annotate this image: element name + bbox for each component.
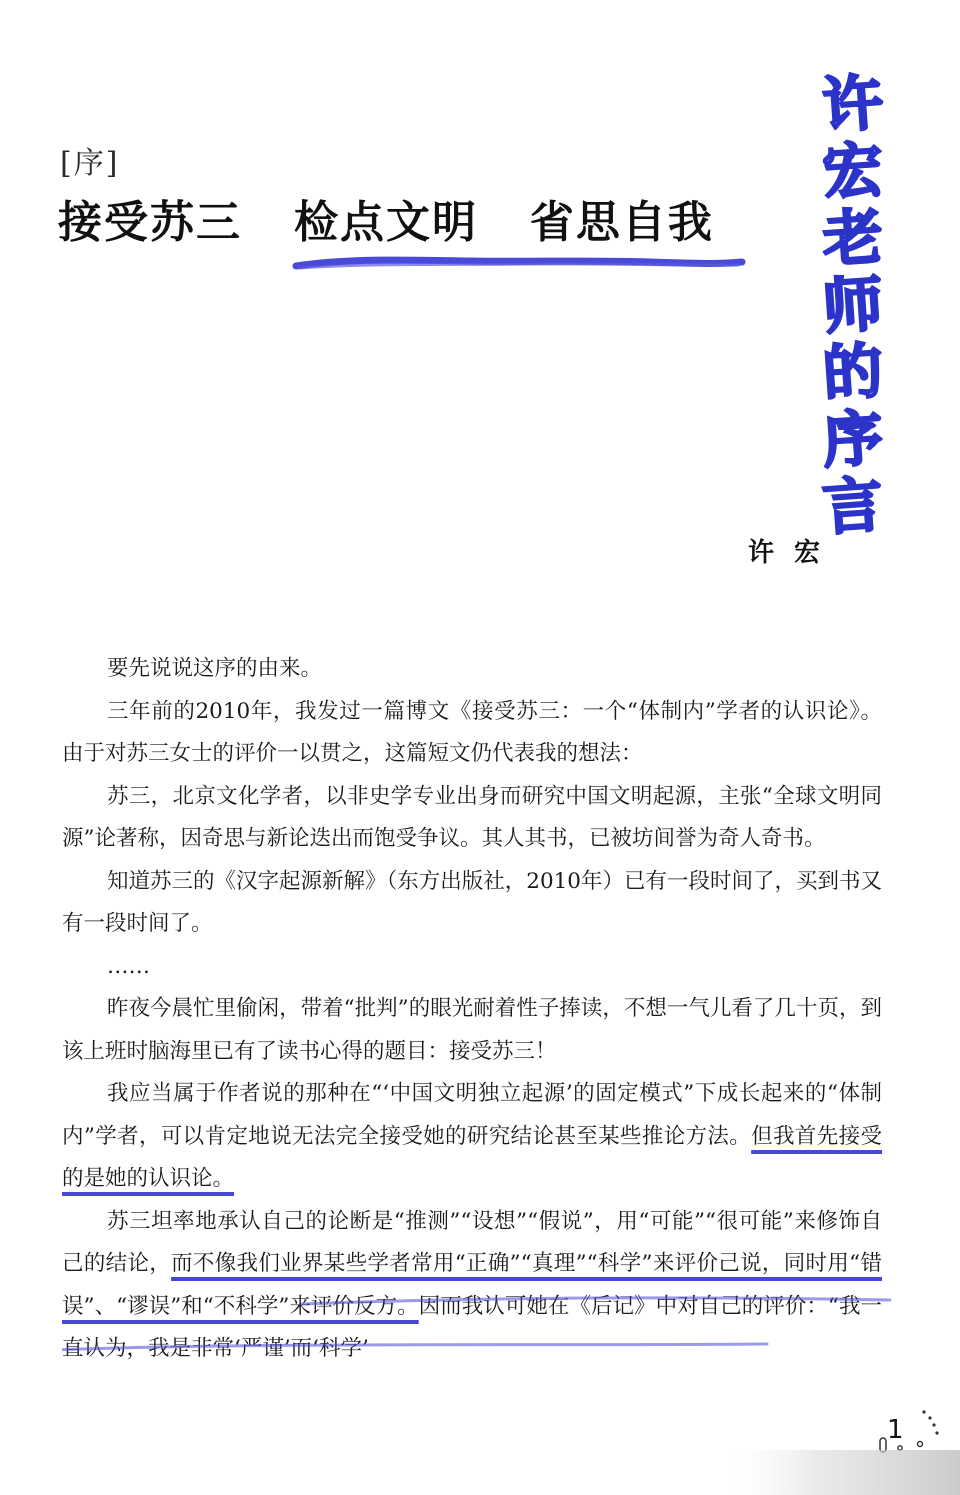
body-text (62, 648, 882, 1371)
paragraph-text: 因而我认可她在《后记》中对自己的评价：“我一直认为，我是非常‘严谨’而‘科学’ (62, 1293, 882, 1361)
handwritten-char: 宏 (820, 134, 886, 210)
handwritten-char: 老 (820, 201, 886, 277)
paragraph-text: 我应当属于作者说的那种在“‘中国文明独立起源’的固定模式”下成长起来的“体制内”学者，可以肯定地说无法完全接受她的研究结论甚至某些推论方法。 (62, 1081, 882, 1149)
handwritten-char: 许 (820, 67, 886, 143)
underlined-highlight: 而不像我们业界某些学者常用“正确”“真理”“科学”来评价己说，同时用“错误”、“谬误”和“不科学”来评价反方。 (62, 1251, 882, 1319)
paragraph: 昨夜今晨忙里偷闲，带着“批判”的眼光耐着性子捧读，不想一气儿看了几十页，到该上班时脑海里已有了读书心得的题目：接受苏三！ (62, 996, 882, 1064)
paragraph: 苏三，北京文化学者，以非史学专业出身而研究中国文明起源，主张“全球文明同源”论著称，因奇思与新论迭出而饱受争议。其人其书，已被坊间誉为奇人奇书。 (62, 783, 882, 851)
section-tag: [序] (60, 146, 120, 181)
page-number: 1 (887, 1415, 904, 1445)
title-highlight-underline (290, 248, 750, 278)
handwritten-char: 言 (820, 469, 886, 545)
handwritten-annotation (808, 67, 898, 545)
paragraph-text: 苏三坦率地承认自己的论断是“推测”“设想”“假说”，用“可能”“很可能”来修饰自己的结论， (62, 1208, 882, 1276)
paragraph: …… (107, 953, 150, 979)
underlined-highlight: 但我首先接受的是她的认识论。 (62, 1123, 882, 1191)
paragraph: 要先说说这序的由来。 (107, 656, 323, 681)
page-title: 接受苏三 检点文明 省思自我 (58, 197, 714, 248)
author-name: 许宏 (748, 538, 841, 568)
paragraph: 知道苏三的《汉字起源新解》（东方出版社，2010年）已有一段时间了，买到书又有一段时间了。 (62, 868, 882, 936)
handwritten-char: 师 (820, 268, 886, 344)
paragraph (62, 1073, 882, 1201)
paragraph: 三年前的2010年，我发过一篇博文《接受苏三：一个“体制内”学者的认识论》。由于对苏三女士的评价一以贯之，这篇短文仍代表我的想法： (62, 698, 882, 766)
handwritten-char: 序 (820, 402, 886, 478)
extra-underline-strokes (62, 1280, 892, 1360)
bottom-edge-shadow (0, 1440, 960, 1495)
handwritten-char: 的 (820, 335, 886, 411)
